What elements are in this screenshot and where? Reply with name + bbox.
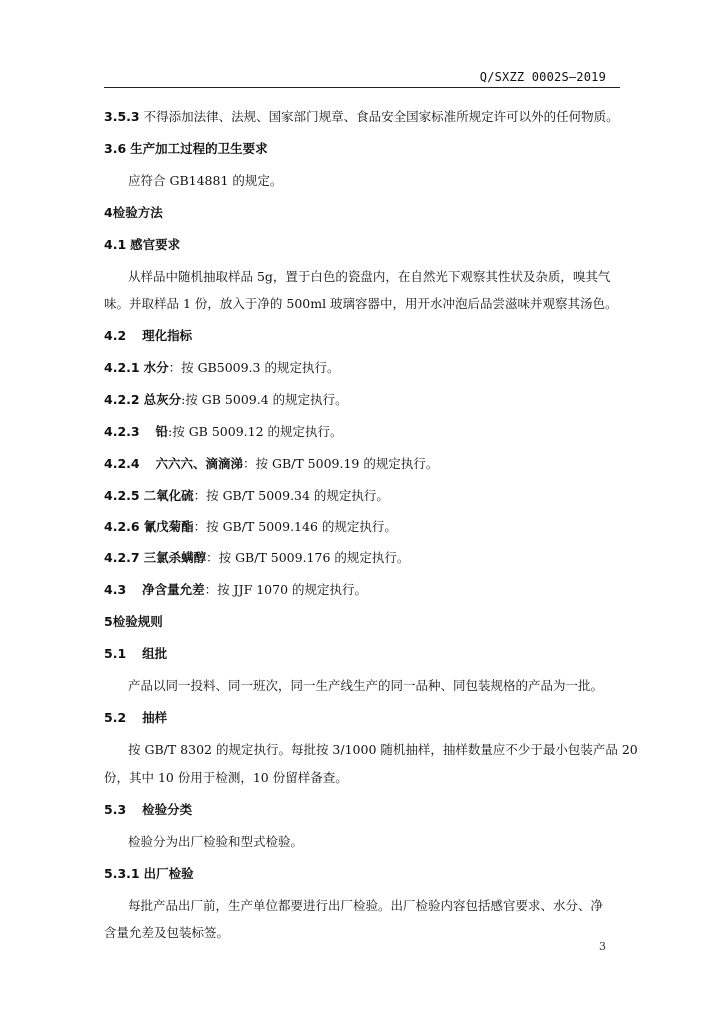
section-5-heading: 5检验规则 <box>104 614 163 629</box>
paragraph-5-3-1-line-2: 含量允差及包装标签。 <box>104 925 230 940</box>
clause-3-5-3: 3.5.3 不得添加法律、法规、国家部门规章、食品安全国家标准所规定许可以外的任何物质。 <box>104 109 619 124</box>
clause-4-2-1: 4.2.1 水分：按 GB5009.3 的规定执行。 <box>104 360 340 375</box>
section-3-6-heading: 3.6 生产加工过程的卫生要求 <box>104 141 268 156</box>
paragraph-5-1: 产品以同一投料、同一班次，同一生产线生产的同一品种、同包装规格的产品为一批。 <box>128 678 604 693</box>
section-4-1-heading: 4.1 感官要求 <box>104 237 181 252</box>
doc-code-header: Q/SXZZ 0002S—2019 <box>479 70 606 84</box>
paragraph-3-6: 应符合 GB14881 的规定。 <box>128 173 283 188</box>
section-4-heading: 4检验方法 <box>104 205 163 220</box>
paragraph-4-1-line-2: 味。并取样品 1 份，放入于净的 500ml 玻璃容器中，用开水冲泡后品尝滋味并观察其汤色。 <box>104 296 618 311</box>
paragraph-5-2-line-2: 份，其中 10 份用于检测，10 份留样备查。 <box>104 770 348 785</box>
clause-4-2-4: 4.2.4 六六六、滴滴涕：按 GB/T 5009.19 的规定执行。 <box>104 456 439 471</box>
section-5-2-heading: 5.2 抽样 <box>104 710 168 725</box>
clause-4-2-5: 4.2.5 二氧化硫：按 GB/T 5009.34 的规定执行。 <box>104 488 389 503</box>
clause-4-2-6: 4.2.6 氰戊菊酯：按 GB/T 5009.146 的规定执行。 <box>104 519 397 534</box>
clause-4-3: 4.3 净含量允差：按 JJF 1070 的规定执行。 <box>104 582 368 597</box>
section-5-3-heading: 5.3 检验分类 <box>104 802 193 817</box>
page-number: 3 <box>599 940 606 953</box>
clause-4-2-3: 4.2.3 铅:按 GB 5009.12 的规定执行。 <box>104 424 343 439</box>
paragraph-5-2-line-1: 按 GB/T 8302 的规定执行。每批按 3/1000 随机抽样，抽样数量应不少于最小包装产品 20 <box>128 742 638 757</box>
section-5-1-heading: 5.1 组批 <box>104 646 168 661</box>
paragraph-5-3: 检验分为出厂检验和型式检验。 <box>128 834 304 849</box>
paragraph-5-3-1-line-1: 每批产品出厂前，生产单位都要进行出厂检验。出厂检验内容包括感官要求、水分、净 <box>128 898 604 913</box>
section-4-2-heading: 4.2 理化指标 <box>104 328 193 343</box>
header-rule <box>104 87 620 88</box>
section-5-3-1-heading: 5.3.1 出厂检验 <box>104 866 194 881</box>
clause-4-2-7: 4.2.7 三氯杀螨醇：按 GB/T 5009.176 的规定执行。 <box>104 550 410 565</box>
paragraph-4-1-line-1: 从样品中随机抽取样品 5g，置于白色的瓷盘内，在自然光下观察其性状及杂质，嗅其气 <box>128 269 611 284</box>
clause-4-2-2: 4.2.2 总灰分:按 GB 5009.4 的规定执行。 <box>104 392 348 407</box>
